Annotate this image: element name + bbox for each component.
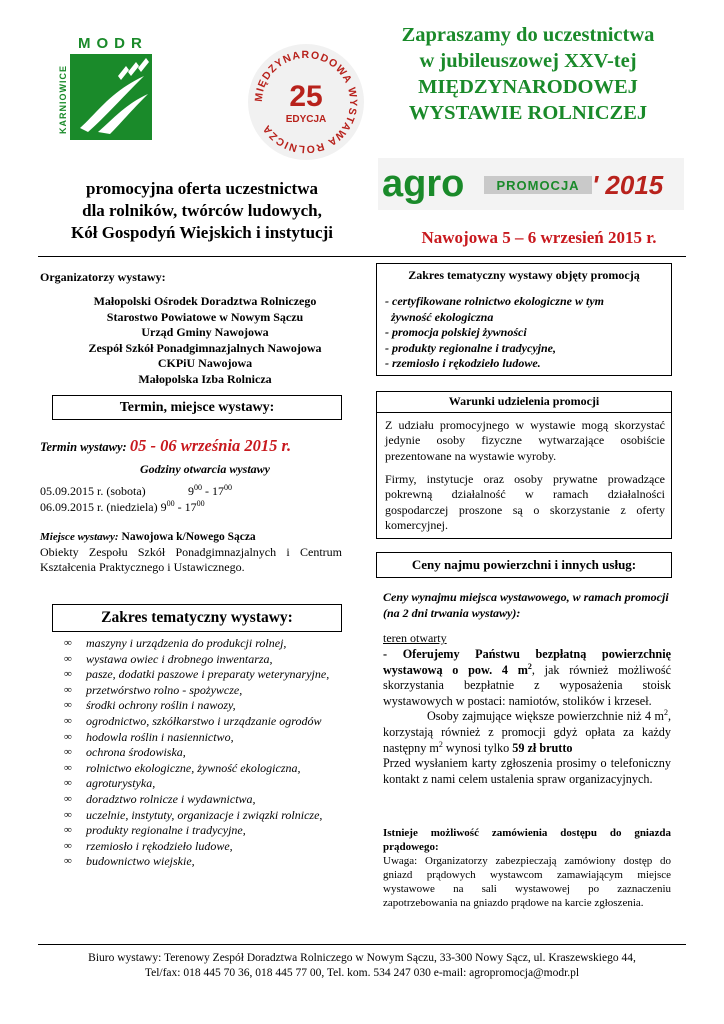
organizers-label: Organizatorzy wystawy:: [40, 270, 166, 284]
agro-promocja-word: PROMOCJA: [496, 178, 580, 193]
organizer-item: Zespół Szkół Ponadgimnazjalnych Nawojowa: [88, 340, 322, 355]
place-value: Nawojowa k/Nowego Sącza: [121, 531, 256, 543]
headline: [376, 22, 680, 126]
gniazdo-note: [383, 826, 671, 910]
zakres-item: ∞ maszyny i urządzenia do produkcji rolnej,: [64, 636, 364, 652]
hours-day1: 05.09.2015 r. (sobota) $9^{00} - 17^{00}$: [40, 483, 232, 498]
footer: [38, 951, 686, 981]
termin-line: [40, 436, 370, 456]
zakres-promocja-item: żywność ekologiczna: [385, 309, 494, 324]
footer-line1: Biuro wystawy: Terenowy Zespół Doradztwa Rolniczego w Nowym Sączu, 33-300 Nowy Sącz, ul. Kraszewskiego 44,: [88, 952, 636, 964]
zakres-item: ∞ wystawa owiec i drobnego inwentarza,: [64, 652, 364, 668]
agro-year: ' 2015: [592, 170, 664, 200]
place-desc: Obiekty Zespołu Szkół Ponadgimnazjalnych i Centrum Kształcenia Praktycznego i Ustawicznego.: [40, 545, 342, 574]
zakres-item: ∞ ochrona środowiska,: [64, 745, 364, 761]
headline-line: w jubileuszowej XXV-tej: [419, 50, 637, 72]
edition-badge: [244, 40, 368, 164]
ceny-box: Ceny najmu powierzchni i innych usług:: [376, 552, 672, 578]
warunki-box: [376, 391, 672, 539]
modr-text: MODR: [78, 35, 148, 52]
organizer-item: Małopolska Izba Rolnicza: [138, 371, 272, 386]
zakres-list: [64, 636, 364, 870]
zakres-item: ∞ budownictwo wiejskie,: [64, 854, 364, 870]
hours-day2: 06.09.2015 r. (niedziela) $9^{00} - 17^{00}$: [40, 498, 205, 514]
ceny-lead: Ceny wynajmu miejsca wystawowego, w ramach promocji (na 2 dni trwania wystawy):: [383, 590, 669, 620]
zakres-promocja-item: - rzemiosło i rękodzieło ludowe.: [385, 356, 541, 370]
zakres-item: ∞ uczelnie, instytuty, organizacje i związki rolnicze,: [64, 808, 364, 824]
hours: [40, 484, 370, 515]
promo-title-line: dla rolników, twórców ludowych,: [82, 201, 322, 220]
zakres-promocja-list: [385, 294, 667, 372]
zakres-item: ∞ ogrodnictwo, szkółkarstwo i urządzanie ogrodów: [64, 714, 364, 730]
gniazdo-text: Uwaga: Organizatorzy zabezpieczają zamówiony dostęp do gniazd prądowych wystawcom zamawiającym miejsce wystawowe na sali wystawowej po zaznaczeniu zapotrzebowania na gniazdo prądowe na karcie zgłoszenia.: [383, 855, 671, 909]
badge-number: 25: [289, 80, 323, 113]
agro-promocja-logo: [378, 158, 684, 210]
warunki-title: Warunki udzielenia promocji: [448, 394, 600, 408]
zakres-item: ∞ środki ochrony roślin i nawozy,: [64, 698, 364, 714]
termin-value: 05 - 06 września 2015 r.: [129, 436, 292, 455]
zakres-box: Zakres tematyczny wystawy:: [52, 604, 342, 632]
zakres-promocja-item: - produkty regionalne i tradycyjne,: [385, 340, 556, 355]
agro-word: agro: [382, 163, 465, 205]
modr-logo: [58, 32, 170, 144]
zakres-promocja-item: - promocja polskiej żywności: [385, 325, 527, 339]
headline-line: MIĘDZYNARODOWEJ: [418, 76, 638, 98]
promo-title: [52, 178, 352, 244]
hours-title: Godziny otwarcia wystawy: [139, 462, 270, 476]
warunki-p1: Z udziału promocyjnego w wystawie mogą skorzystać jedynie osoby fizyczne wytwarzające osobiście prezentowane na wystawie wyroby.: [385, 418, 665, 463]
oferta-p3: Przed wysłaniem karty zgłoszenia prosimy o telefoniczny kontakt z nami celem ustalenia spraw organizacyjnych.: [383, 756, 671, 786]
badge-ring-text: MIĘDZYNARODOWA WYSTAWA ROLNICZA: [252, 48, 360, 156]
teren-label: teren otwarty: [383, 631, 447, 645]
zakres-item: ∞ rolnictwo ekologiczne, żywność ekologiczna,: [64, 761, 364, 777]
gniazdo-title: Istnieje możliwość zamówienia dostępu do gniazda prądowego:: [383, 827, 671, 853]
zakres-promocja-box: [376, 263, 672, 376]
badge-edycja: EDYCJA: [285, 114, 327, 125]
zakres-item: ∞ doradztwo rolnicze i wydawnictwa,: [64, 792, 364, 808]
organizer-item: Urząd Gminy Nawojowa: [141, 325, 269, 339]
termin-box: Termin, miejsce wystawy:: [52, 395, 342, 420]
footer-line2: Tel/fax: 018 445 70 36, 018 445 77 00, Tel. kom. 534 247 030 e-mail: agropromocja@modr.pl: [144, 967, 580, 979]
promo-title-line: promocyjna oferta uczestnictwa: [86, 179, 318, 198]
event-date: Nawojowa 5 – 6 wrzesień 2015 r.: [421, 228, 657, 247]
place: [40, 529, 342, 575]
bottom-divider: [38, 944, 686, 945]
place-label: Miejsce wystawy:: [40, 531, 119, 543]
zakres-item: ∞ przetwórstwo rolno - spożywcze,: [64, 683, 364, 699]
organizer-item: CKPiU Nawojowa: [157, 356, 253, 370]
oferta-p2: Osoby zajmujące większe powierzchnie niż 4 $m^2$, korzystają również z promocji gdyż opłata za każdy następny $m^2$ wynosi tylko 59 zł brutto: [383, 708, 671, 755]
zakres-item: ∞ rzemiosło i rękodzieło ludowe,: [64, 839, 364, 855]
zakres-promocja-title: Zakres tematyczny wystawy objęty promocją: [408, 268, 640, 282]
oferta-p1: - Oferujemy Państwu bezpłatną powierzchnię wystawową o pow. 4 $m^2$, jak również możliwość skorzystania bezpłatnie z wyposażenia stoisk wystawowych w postaci: namiotów, stolików i krzeseł.: [383, 647, 671, 708]
headline-line: Zapraszamy do uczestnictwa: [401, 24, 655, 46]
organizer-item: Starostwo Powiatowe w Nowym Sączu: [106, 309, 304, 324]
termin-label: Termin wystawy:: [40, 440, 127, 454]
zakres-item: ∞ hodowla roślin i nasiennictwo,: [64, 730, 364, 746]
promo-title-line: Kół Gospodyń Wiejskich i instytucji: [71, 223, 333, 242]
oferta-text: [383, 647, 671, 787]
top-divider: [38, 256, 686, 257]
organizer-item: Małopolski Ośrodek Doradztwa Rolniczego: [93, 294, 317, 308]
modr-side-text: KARNIOWICE: [58, 65, 68, 134]
warunki-separator: [377, 412, 671, 413]
warunki-p2: Firmy, instytucje oraz osoby prywatne prowadzące pokrewną działalność w ramach działalności gospodarczej proszone są o skorzystanie z oferty komercyjnej.: [385, 472, 665, 532]
zakres-item: ∞ agroturystyka,: [64, 776, 364, 792]
zakres-item: ∞ produkty regionalne i tradycyjne,: [64, 823, 364, 839]
organizers-list: [40, 294, 370, 387]
zakres-item: ∞ pasze, dodatki paszowe i preparaty weterynaryjne,: [64, 667, 364, 683]
zakres-promocja-item: - certyfikowane rolnictwo ekologiczne w tym: [385, 294, 604, 308]
headline-line: WYSTAWIE ROLNICZEJ: [408, 102, 648, 124]
